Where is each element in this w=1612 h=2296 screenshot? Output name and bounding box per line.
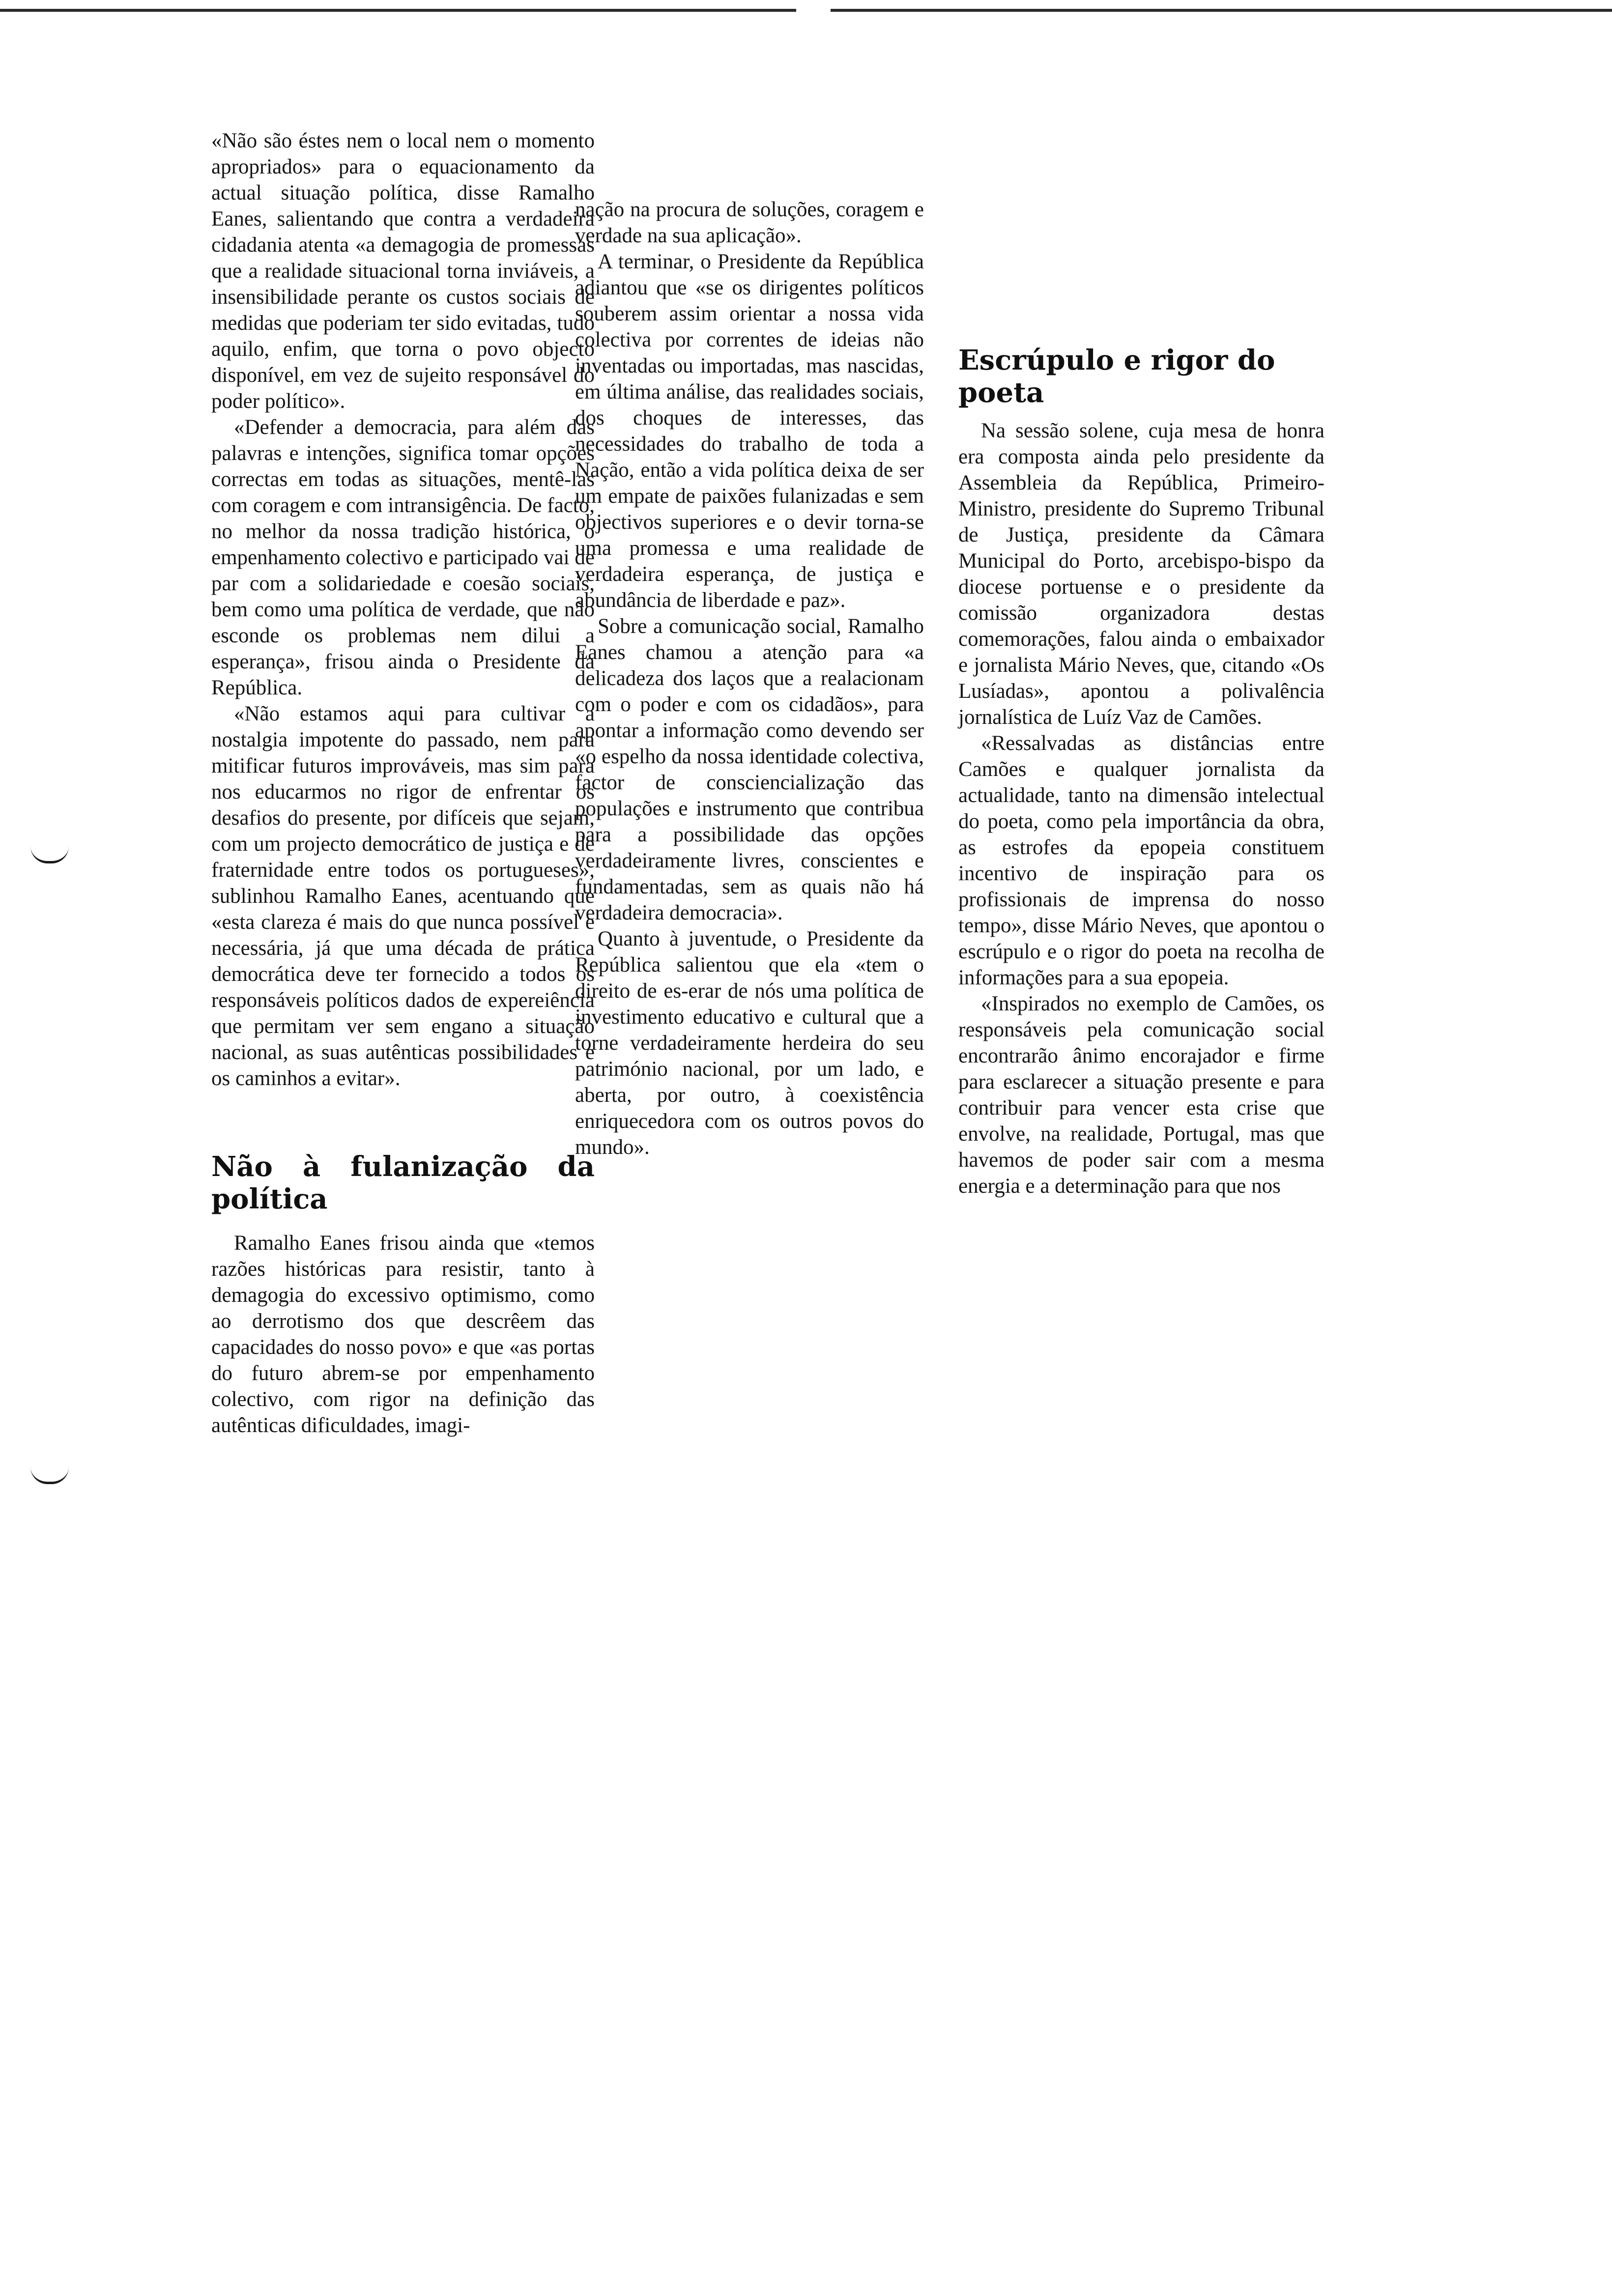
body-paragraph: A terminar, o Presidente da República adiantou que «se os dirigentes políticos souberem assim orientar a nossa vida colectiva por correntes de ideias não inventadas ou importadas, mas nascidas, em última análise, das realidades sociais, dos choques de interesses, das necessidades do trabalho de toda a Nação, então a vida política deixa de ser um empate de paixões fulanizadas e sem objectivos superiores e o devir torna-se uma promessa e uma realidade de verdadeira esperança, de justiça e abundância de liberdade e paz». (575, 250, 924, 612)
top-scan-rule-right (831, 9, 1612, 12)
body-paragraph: «Não estamos aqui para cultivar a nostalgia impotente do passado, nem para mitificar futuros improváveis, mas sim para nos educarmos no rigor de enfrentar os desafios do presente, por difíceis que sejam, com um projecto democrático de justiça e de fraternidade entre todos os portugueses», sublinhou Ramalho Eanes, acentuando que «esta clareza é mais do que nunca possível e necessária, já que uma década de prática democrática deve ter fornecido a todos os responsáveis políticos dados de expereiência que permitam ver sem engano a situação nacional, as suas autênticas possibilidades e os caminhos a evitar». (211, 702, 595, 1090)
article-column-3 (958, 418, 1324, 1199)
body-paragraph: Sobre a comunicação social, Ramalho Eanes chamou a atenção para «a delicadeza dos laços que a realacionam com o poder e com os cidadãos», para apontar a informação como devendo ser «o espelho da nossa identidade colectiva, factor de consciencialização das populações e instrumento que contribua para a possibilidade das opções verdadeiramente livres, conscientes e fundamentadas, sem as quais não há verdadeira democracia». (575, 615, 924, 924)
article-column-1 (211, 128, 595, 1438)
body-paragraph: «Ressalvadas as distâncias entre Camões e qualquer jornalista da actualidade, tanto na dimensão intelectual do poeta, como pela importância da obra, as estrofes da epopeia constituem incentivo de inspiração para os profissionais de imprensa do nosso tempo», disse Mário Neves, que apontou o escrúpulo e o rigor do poeta na recolha de informações para a sua epopeia. (958, 732, 1324, 989)
body-paragraph: Quanto à juventude, o Presidente da República salientou que ela «tem o direito de es-erar de nós uma política de investimento educativo e cultural que a torne verdadeiramente herdeira do seu património nacional, por um lado, e aberta, por outro, à coexistência enriquecedora com os outros povos do mundo». (575, 927, 924, 1159)
body-paragraph: Ramalho Eanes frisou ainda que «temos razões históricas para resistir, tanto à demagogia do excessivo optimismo, como ao derrotismo dos que descrêem das capacidades do nosso povo» e que «as portas do futuro abrem-se por empenhamento colectivo, com rigor na definição das autênticas dificuldades, imagi- (211, 1232, 595, 1437)
body-paragraph: nação na procura de soluções, coragem e verdade na sua aplicação». (575, 198, 924, 247)
top-scan-rule (0, 9, 796, 12)
body-paragraph: «Não são éstes nem o local nem o momento apropriados» para o equacionamento da actual situação política, disse Ramalho Eanes, salientando que contra a verdadeira cidadania atenta «a demagogia de promessas que a realidade situacional torna inviáveis, a insensibilidade perante os custos sociais de medidas que poderiam ter sido evitadas, tudo aquilo, enfim, que torna o povo objecto disponível, em vez de sujeito responsável do poder político». (211, 129, 595, 413)
body-paragraph: Na sessão solene, cuja mesa de honra era composta ainda pelo presidente da Assembleia da República, Primeiro-Ministro, presidente do Supremo Tribunal de Justiça, presidente da Câmara Municipal do Porto, arcebispo-bispo da diocese portuense e o presidente da comissão organizadora destas comemorações, falou ainda o embaixador e jornalista Mário Neves, que, citando «Os Lusíadas», apontou a polivalência jornalística de Luíz Vaz de Camões. (958, 419, 1324, 729)
punch-hole-mark (30, 846, 69, 863)
body-paragraph: «Defender a democracia, para além das palavras e intenções, significa tomar opções correctas em todas as situações, mentê-las com coragem e com intransigência. De facto, no melhor da nossa tradição histórica, o empenhamento colectivo e participado vai de par com a solidariedade e coesão sociais, bem como uma política de verdade, que não esconde os problemas nem dilui a esperança», frisou ainda o Presidente da República. (211, 416, 595, 699)
body-paragraph: «Inspirados no exemplo de Camões, os responsáveis pela comunicação social encontrarão ânimo encorajador e firme para esclarecer a situação presente e para contribuir para vencer esta crise que envolve, na realidade, Portugal, mas que havemos de poder sair com a mesma energia e a determinação para que nos (958, 992, 1324, 1198)
article-column-2 (575, 197, 924, 1160)
subheading-politica: Não à fulanização da política (211, 1150, 595, 1215)
subheading-poeta: Escrúpulo e rigor do poeta (958, 344, 1275, 409)
punch-hole-mark (30, 1467, 69, 1484)
